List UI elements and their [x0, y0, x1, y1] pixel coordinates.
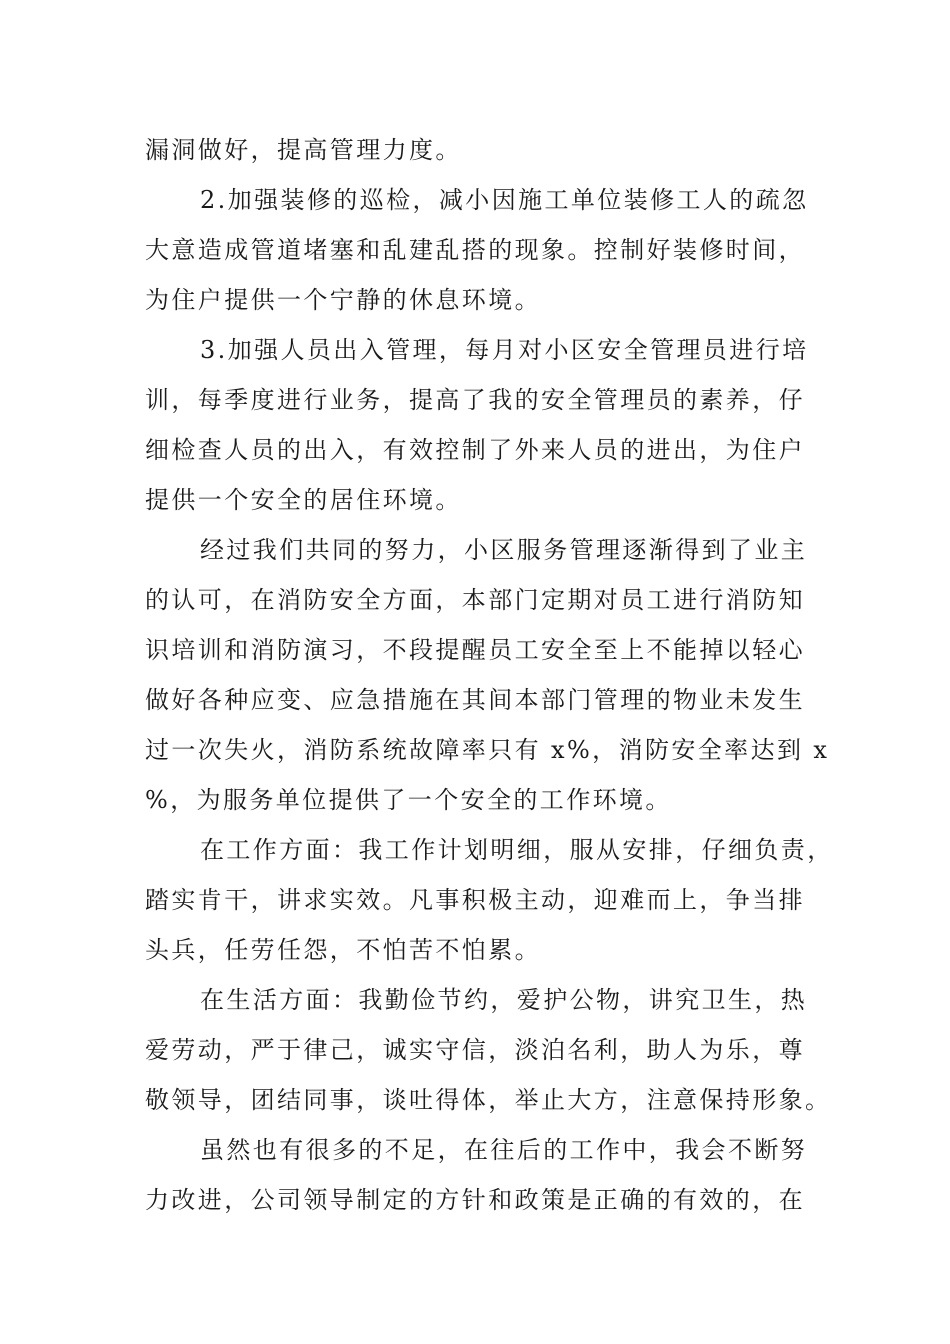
text-line: 识培训和消防演习，不段提醒员工安全至上不能掉以轻心: [145, 636, 805, 664]
text-line: 在工作方面：我工作计划明细，服从安排，仔细负责，: [200, 836, 834, 864]
text-line: 3.加强人员出入管理，每月对小区安全管理员进行培: [200, 336, 809, 364]
text-line: 踏实肯干，讲求实效。凡事积极主动，迎难而上，争当排: [145, 886, 805, 914]
text-line: 做好各种应变、应急措施在其间本部门管理的物业未发生: [145, 686, 805, 714]
text-line: 虽然也有很多的不足，在往后的工作中，我会不断努: [200, 1136, 808, 1164]
text-line: 漏洞做好，提高管理力度。: [145, 136, 462, 164]
text-line: 敬领导，团结同事，谈吐得体，举止大方，注意保持形象。: [145, 1086, 832, 1114]
text-line: 的认可，在消防安全方面，本部门定期对员工进行消防知: [145, 586, 805, 614]
text-line: 细检查人员的出入，有效控制了外来人员的进出，为住户: [145, 436, 805, 464]
text-line: 提供一个安全的居住环境。: [145, 486, 462, 514]
text-line: 为住户提供一个宁静的休息环境。: [145, 286, 541, 314]
text-line: 过一次失火，消防系统故障率只有 x%，消防安全率达到 x: [145, 736, 830, 764]
text-line: 训，每季度进行业务，提高了我的安全管理员的素养，仔: [145, 386, 805, 414]
text-line: 力改进，公司领导制定的方针和政策是正确的有效的，在: [145, 1186, 805, 1214]
text-line: 大意造成管道堵塞和乱建乱搭的现象。控制好装修时间，: [145, 236, 805, 264]
text-line: 头兵，任劳任怨，不怕苦不怕累。: [145, 936, 541, 964]
text-line: 在生活方面：我勤俭节约，爱护公物，讲究卫生，热: [200, 986, 808, 1014]
text-line: 2.加强装修的巡检，减小因施工单位装修工人的疏忽: [200, 186, 809, 214]
text-line: 经过我们共同的努力，小区服务管理逐渐得到了业主: [200, 536, 808, 564]
text-line: %，为服务单位提供了一个安全的工作环境。: [145, 786, 672, 814]
text-line: 爱劳动，严于律己，诚实守信，淡泊名利，助人为乐，尊: [145, 1036, 805, 1064]
